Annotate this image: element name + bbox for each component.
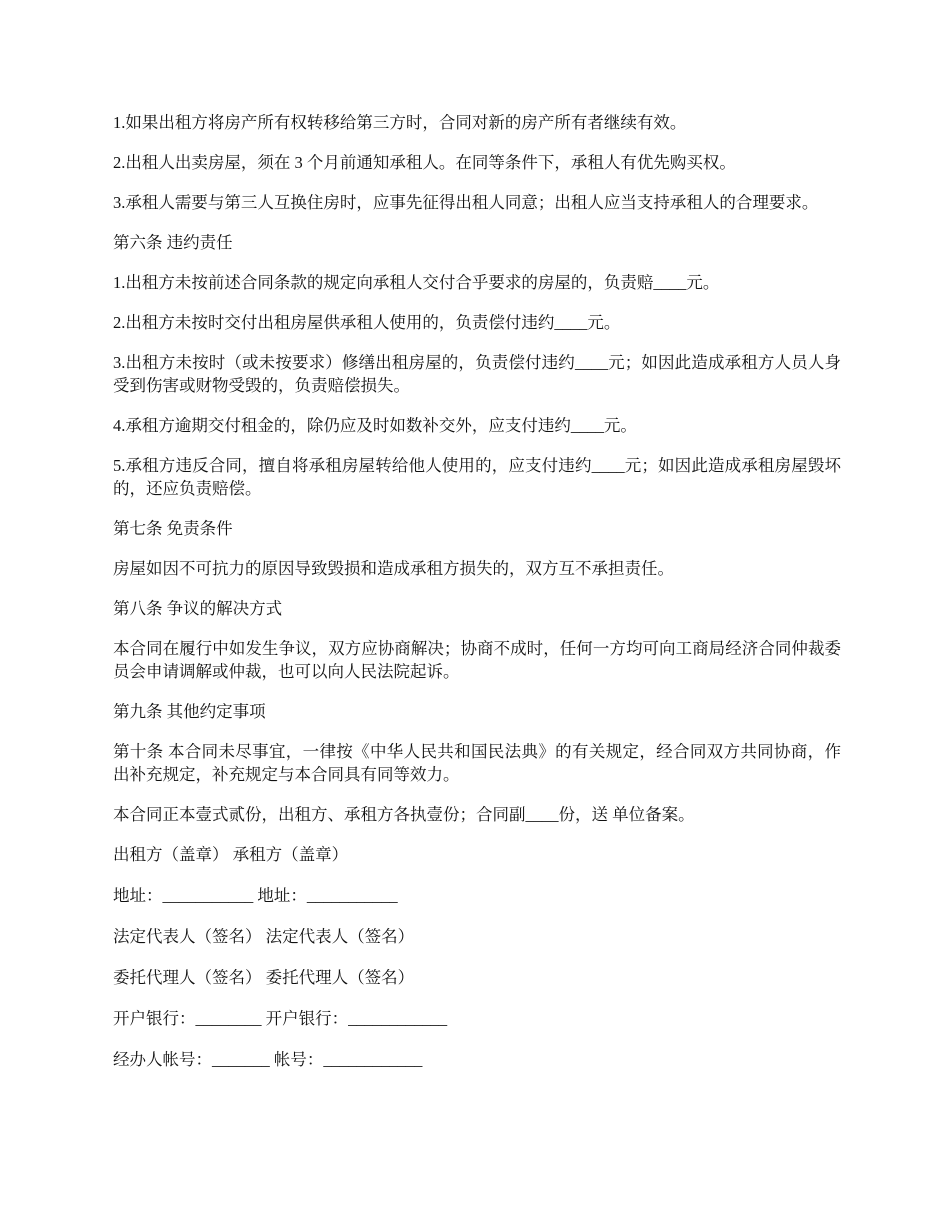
dispute-clause: 本合同在履行中如发生争议，双方应协商解决；协商不成时，任何一方均可向工商局经济合同仲裁委员会申请调解或仲裁，也可以向人民法院起诉。 (113, 639, 841, 681)
signature-bank-line: 开户银行：________ 开户银行：____________ (113, 1009, 448, 1028)
signature-agent-line: 委托代理人（签名） 委托代理人（签名） (113, 968, 415, 987)
clause-ten: 第十条 本合同未尽事宜，一律按《中华人民共和国民法典》的有关规定，经合同双方共同协商，作出补充规定，补充规定与本合同具有同等效力。 (113, 742, 841, 784)
document-page (113, 111, 841, 1089)
signature-account-line: 经办人帐号：_______ 帐号：____________ (113, 1050, 423, 1069)
clause-sale-notice: 2.出租人出卖房屋，须在 3 个月前通知承租人。在同等条件下，承租人有优先购买权。 (113, 153, 736, 172)
signature-address-line: 地址：___________ 地址：___________ (113, 886, 398, 905)
liability-clause-4: 4.承租方逾期交付租金的，除仍应及时如数补交外，应支付违约____元。 (113, 416, 637, 435)
section-heading-exemption: 第七条 免责条件 (113, 519, 233, 538)
clause-transfer-ownership: 1.如果出租方将房产所有权转移给第三方时，合同对新的房产所有者继续有效。 (113, 113, 687, 132)
copies-clause: 本合同正本壹式贰份，出租方、承租方各执壹份；合同副____份，送 单位备案。 (113, 805, 695, 824)
section-heading-liability: 第六条 违约责任 (113, 233, 233, 252)
clause-exchange-housing: 3.承租人需要与第三人互换住房时，应事先征得出租人同意；出租人应当支持承租人的合理要求。 (113, 193, 819, 212)
signature-seal-line: 出租方（盖章） 承租方（盖章） (113, 845, 349, 864)
section-heading-other: 第九条 其他约定事项 (113, 702, 266, 721)
exemption-clause: 房屋如因不可抗力的原因导致毁损和造成承租方损失的，双方互不承担责任。 (113, 559, 674, 578)
liability-clause-1: 1.出租方未按前述合同条款的规定向承租人交付合乎要求的房屋的，负责赔____元。 (113, 273, 720, 292)
liability-clause-3: 3.出租方未按时（或未按要求）修缮出租房屋的，负责偿付违约____元；如因此造成承租方人员人身受到伤害或财物受毁的，负责赔偿损失。 (113, 353, 841, 395)
section-heading-dispute: 第八条 争议的解决方式 (113, 599, 283, 618)
liability-clause-2: 2.出租方未按时交付出租房屋供承租人使用的，负责偿付违约____元。 (113, 313, 621, 332)
signature-legal-rep-line: 法定代表人（签名） 法定代表人（签名） (113, 927, 415, 946)
liability-clause-5: 5.承租方违反合同，擅自将承租房屋转给他人使用的，应支付违约____元；如因此造成承租房屋毁坏的，还应负责赔偿。 (113, 456, 841, 498)
